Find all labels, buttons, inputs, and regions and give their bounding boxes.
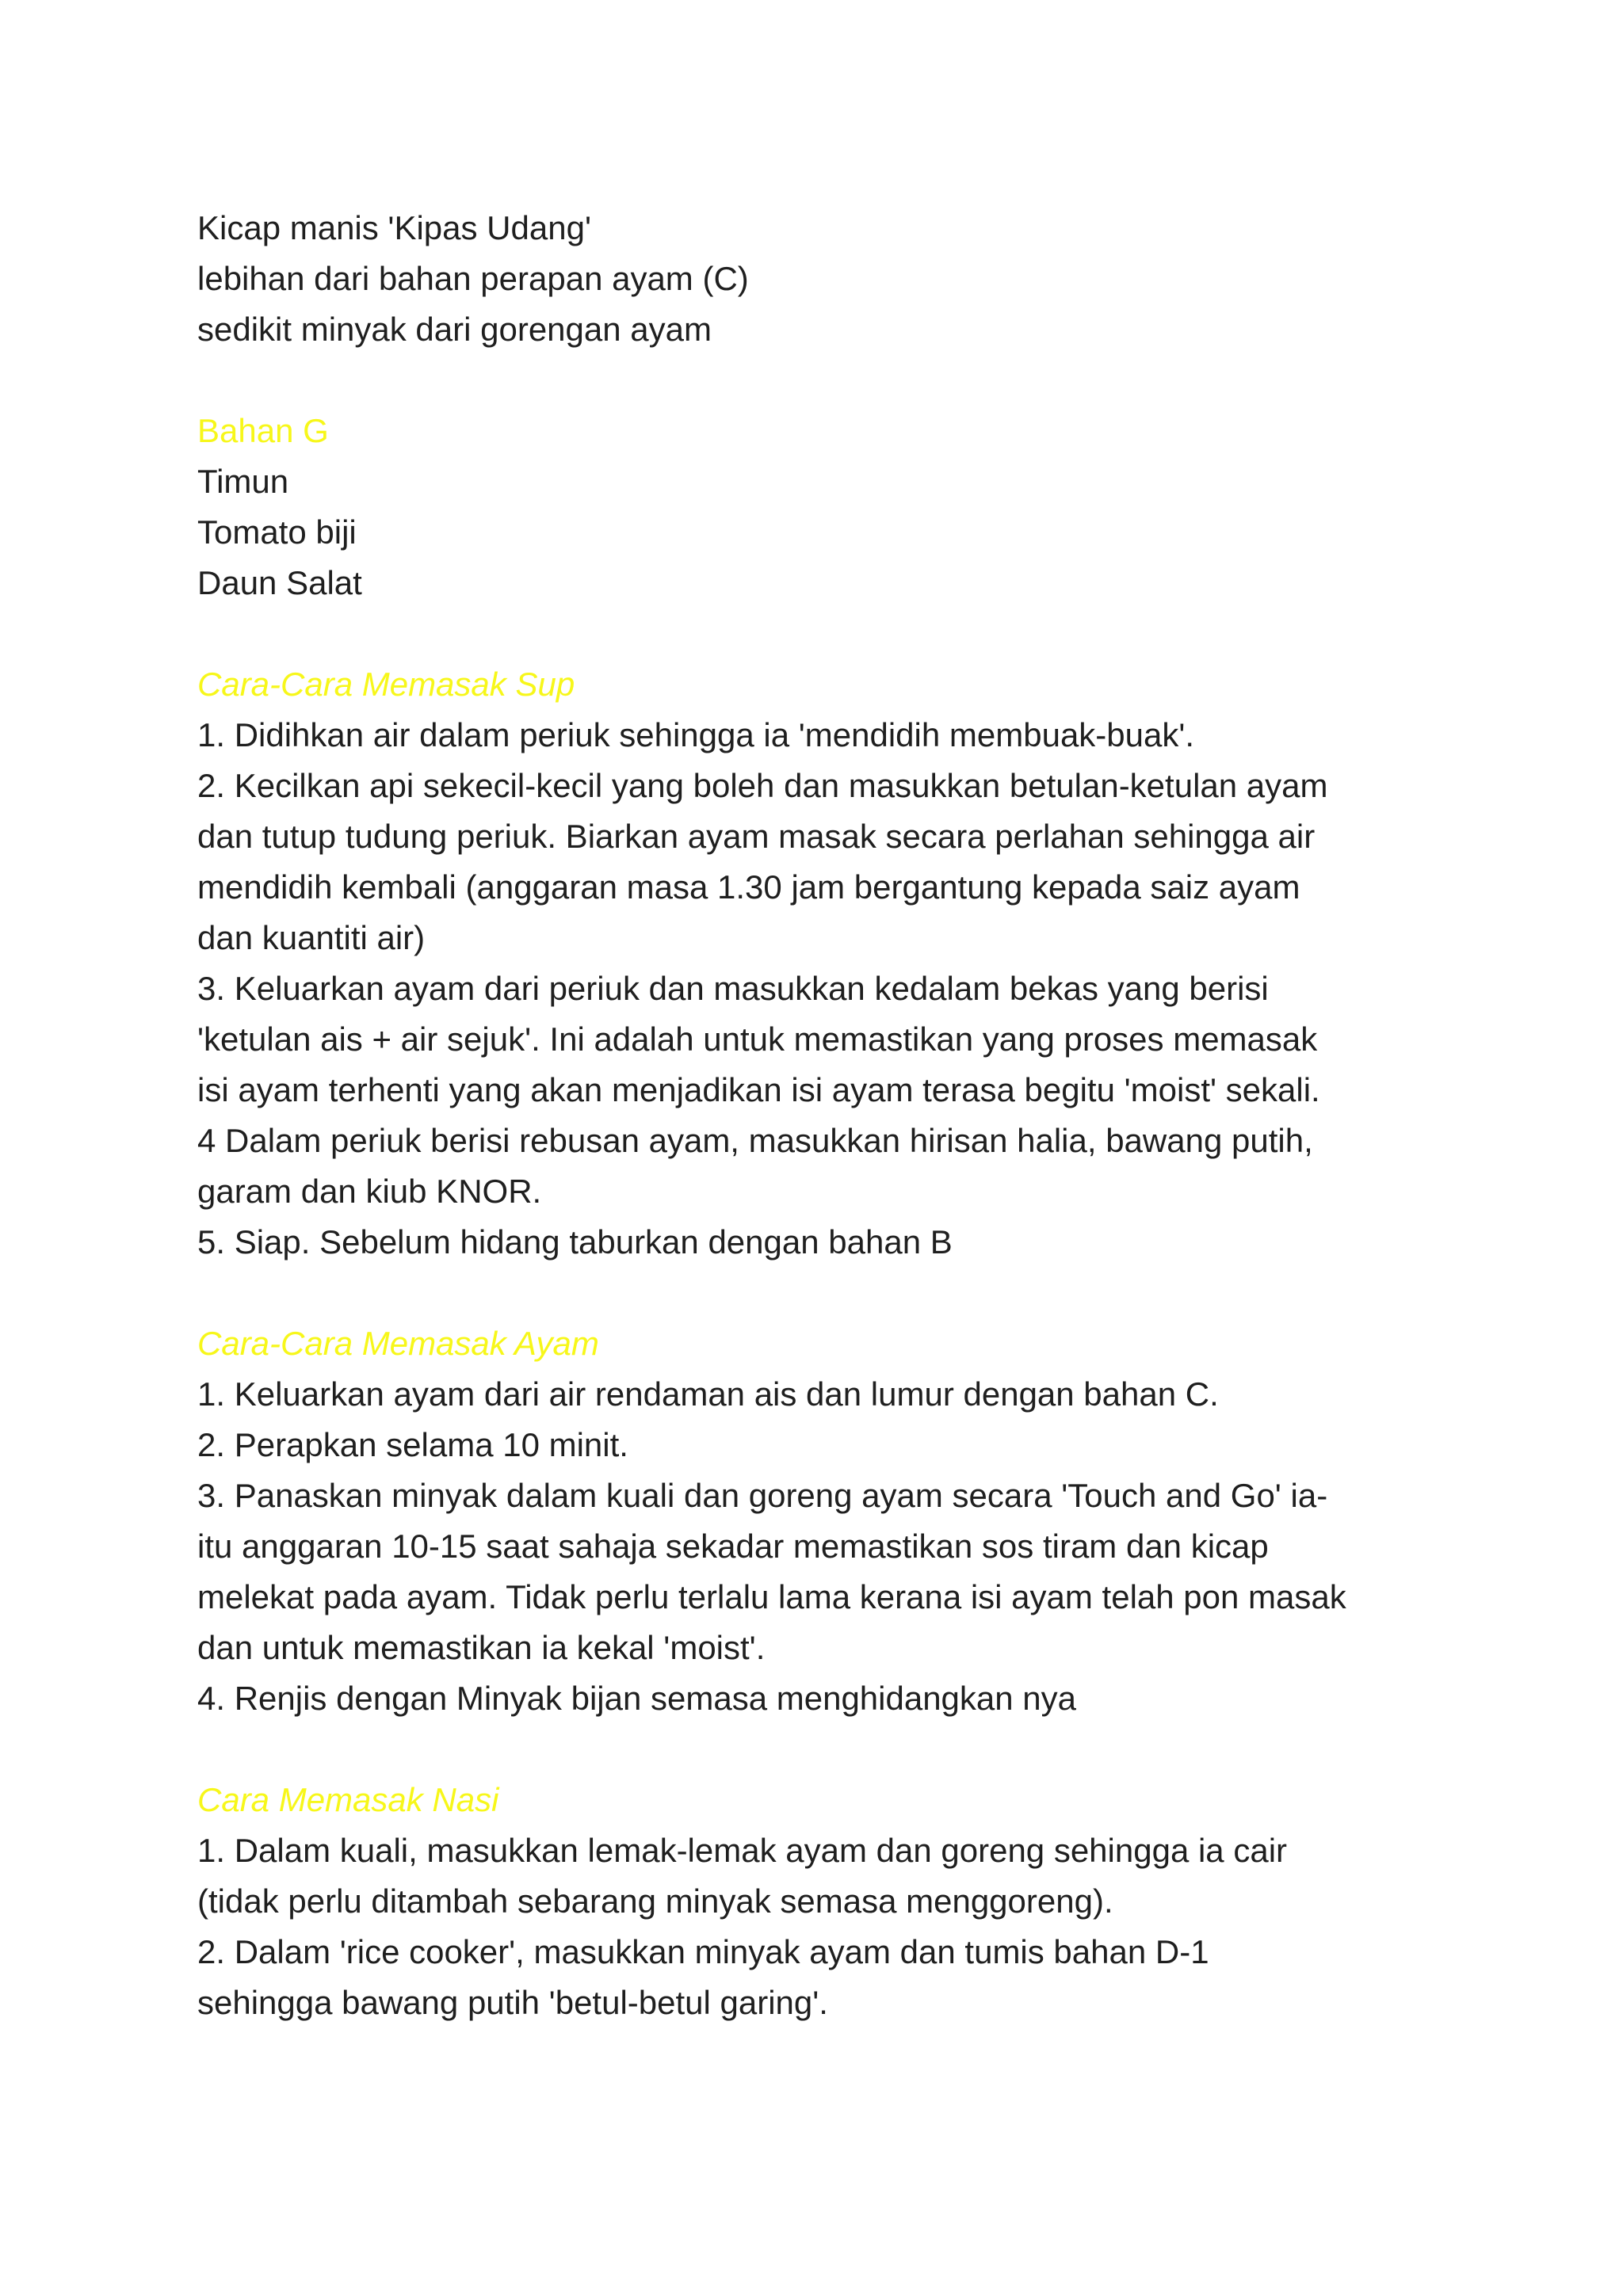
instruction-line: (tidak perlu ditambah sebarang minyak semasa menggoreng). [197,1882,1113,1920]
ingredient-item: Timun [197,463,289,500]
instruction-line: garam dan kiub KNOR. [197,1173,542,1210]
section-heading-sup: Cara-Cara Memasak Sup [197,666,575,703]
intro-line: lebihan dari bahan perapan ayam (C) [197,260,749,297]
instruction-line: isi ayam terhenti yang akan menjadikan isi ayam terasa begitu 'moist' sekali. [197,1071,1320,1108]
instruction-line: 2. Dalam 'rice cooker', masukkan minyak ayam dan tumis bahan D-1 [197,1933,1209,1970]
instruction-line: 1. Dalam kuali, masukkan lemak-lemak ayam dan goreng sehingga ia cair [197,1832,1288,1869]
instruction-line: dan kuantiti air) [197,919,426,956]
instruction-line: mendidih kembali (anggaran masa 1.30 jam bergantung kepada saiz ayam [197,868,1300,906]
instruction-line: 3. Panaskan minyak dalam kuali dan goreng ayam secara 'Touch and Go' ia- [197,1477,1328,1514]
instruction-line: dan tutup tudung periuk. Biarkan ayam masak secara perlahan sehingga air [197,818,1316,855]
instruction-line: itu anggaran 10-15 saat sahaja sekadar memastikan sos tiram dan kicap [197,1527,1269,1565]
section-heading-ayam: Cara-Cara Memasak Ayam [197,1325,599,1362]
instruction-line: dan untuk memastikan ia kekal 'moist'. [197,1629,766,1666]
instruction-line: sehingga bawang putih 'betul-betul garing'. [197,1984,828,2021]
ingredient-item: Daun Salat [197,564,362,601]
instruction-line: 2. Perapkan selama 10 minit. [197,1426,628,1463]
intro-line: Kicap manis 'Kipas Udang' [197,209,591,246]
instruction-line: melekat pada ayam. Tidak perlu terlalu lama kerana isi ayam telah pon masak [197,1578,1346,1615]
instruction-line: 'ketulan ais + air sejuk'. Ini adalah untuk memastikan yang proses memasak [197,1020,1318,1058]
instruction-line: 4. Renjis dengan Minyak bijan semasa menghidangkan nya [197,1680,1077,1717]
spacer [197,1724,1434,1775]
section-heading-nasi: Cara Memasak Nasi [197,1781,499,1818]
spacer [197,608,1434,659]
section-heading-bahan-g: Bahan G [197,412,329,449]
document-body [197,203,1434,2028]
intro-line: sedikit minyak dari gorengan ayam [197,311,712,348]
instruction-line: 3. Keluarkan ayam dari periuk dan masukkan kedalam bekas yang berisi [197,970,1269,1007]
instruction-line: 2. Kecilkan api sekecil-kecil yang boleh dan masukkan betulan-ketulan ayam [197,767,1328,804]
instruction-line: 1. Didihkan air dalam periuk sehingga ia 'mendidih membuak-buak'. [197,716,1195,753]
instruction-line: 5. Siap. Sebelum hidang taburkan dengan bahan B [197,1223,953,1261]
ingredient-item: Tomato biji [197,513,357,551]
spacer [197,1268,1434,1318]
instruction-line: 4 Dalam periuk berisi rebusan ayam, masukkan hirisan halia, bawang putih, [197,1122,1313,1159]
instruction-line: 1. Keluarkan ayam dari air rendaman ais dan lumur dengan bahan C. [197,1375,1219,1413]
spacer [197,355,1434,406]
